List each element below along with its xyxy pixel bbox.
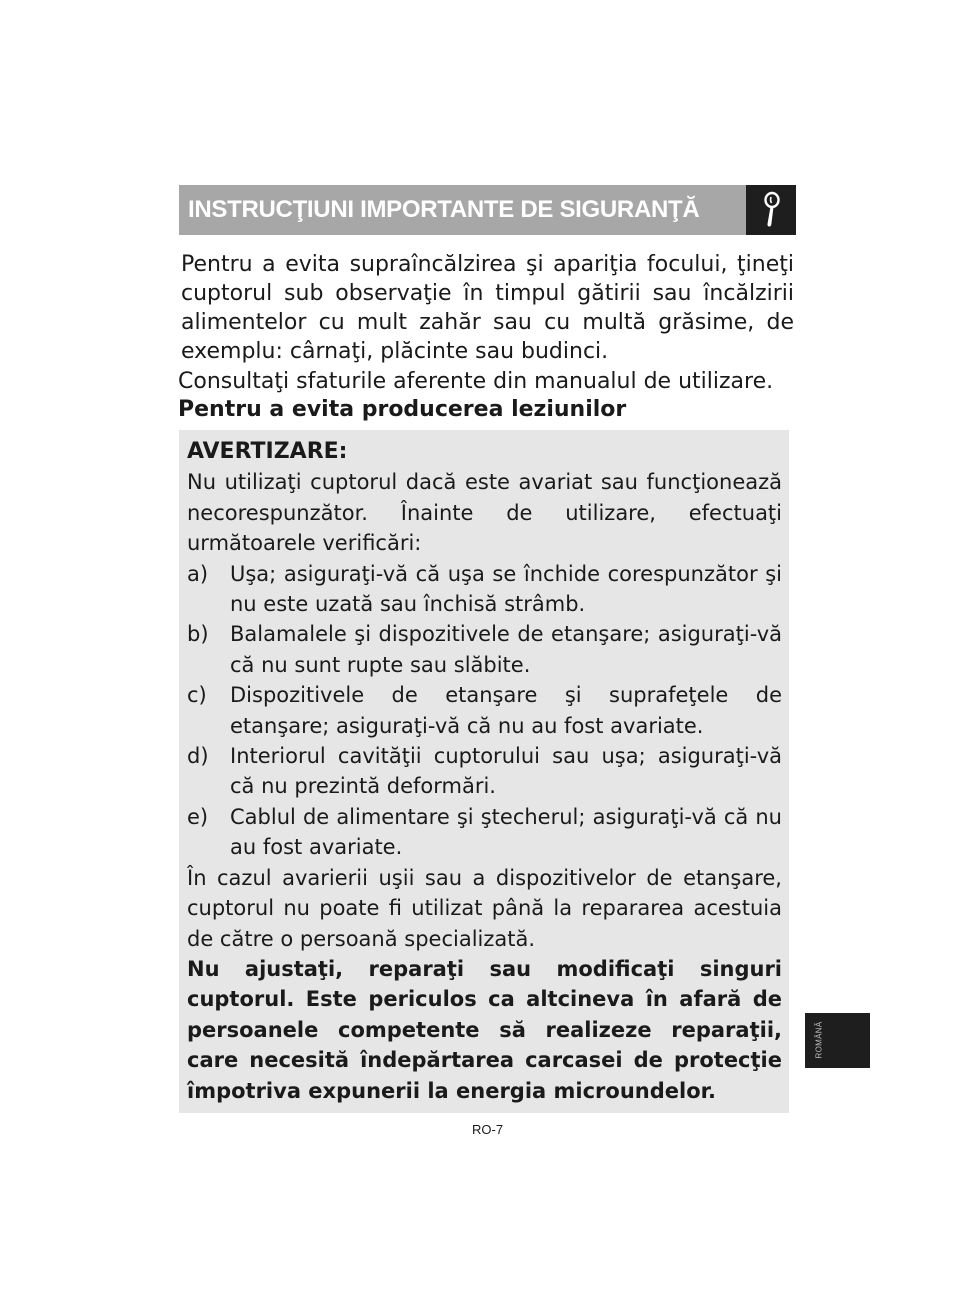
list-marker: d) bbox=[187, 744, 209, 769]
intro-paragraph: Pentru a evita supraîncălzirea şi apariţia focului, ţineţi cuptorul sub observaţie în timpul gătirii sau încălzirii alimentelor cu mult zahăr sau cu multă grăsime, de exemplu: cârnaţi, plăcinte sau budinci. bbox=[181, 252, 794, 364]
check-list bbox=[187, 559, 782, 863]
list-item-text: Interiorul cavităţii cuptorului sau uşa; asiguraţi-vă că nu prezintă deformări. bbox=[230, 744, 782, 799]
spoon-tip-icon bbox=[746, 185, 796, 235]
list-marker: e) bbox=[187, 804, 209, 829]
consult-manual-text: Consultaţi sfaturile aferente din manualul de utilizare. bbox=[178, 369, 774, 394]
list-item bbox=[187, 802, 782, 863]
list-item-text: Cablul de alimentare şi ştecherul; asiguraţi-vă că nu au fost avariate. bbox=[230, 804, 782, 860]
list-marker: b) bbox=[187, 622, 209, 647]
title-icon-box bbox=[746, 185, 796, 235]
warning-box bbox=[179, 430, 789, 1113]
warning-content bbox=[187, 437, 782, 1106]
list-item bbox=[187, 741, 782, 802]
section-title-bar bbox=[179, 185, 796, 235]
list-item bbox=[187, 680, 782, 741]
language-tab-label: ROMÂNĂ bbox=[814, 1021, 824, 1059]
list-marker: c) bbox=[187, 683, 207, 708]
list-item bbox=[187, 619, 782, 680]
list-item-text: Balamalele şi dispozitivele de etanşare; asiguraţi-vă că nu sunt rupte sau slăbite. bbox=[230, 622, 782, 677]
repair-warning: Nu ajustaţi, reparaţi sau modificaţi singuri cuptorul. Este periculos ca altcineva în afară de persoanele competente să realizeze reparaţii, care necesită îndepărtarea carcasei de protecţie împotriva expunerii la energia microundelor. bbox=[187, 956, 782, 1103]
list-item-text: Uşa; asiguraţi-vă că uşa se închide corespunzător şi nu este uzată sau închisă strâmb. bbox=[230, 561, 782, 617]
injury-prevention-heading: Pentru a evita producerea leziunilor bbox=[178, 397, 627, 422]
warning-intro: Nu utilizaţi cuptorul dacă este avariat sau funcţionează necorespunzător. Înainte de utilizare, efectuaţi următoarele verificări: bbox=[187, 470, 782, 556]
damage-note: În cazul avarierii uşii sau a dispozitivelor de etanşare, cuptorul nu poate fi utilizat până la repararea acestuia de către o persoană specializată. bbox=[187, 865, 782, 951]
list-item-text: Dispozitivele de etanşare şi suprafeţele de etanşare; asiguraţi-vă că nu au fost avariate. bbox=[230, 683, 782, 738]
page-number: RO-7 bbox=[472, 1122, 504, 1137]
language-tab bbox=[805, 1013, 870, 1068]
list-item bbox=[187, 559, 782, 620]
section-title: INSTRUCŢIUNI IMPORTANTE DE SIGURANŢĂ bbox=[188, 196, 700, 223]
warning-title: AVERTIZARE: bbox=[187, 439, 348, 464]
list-marker: a) bbox=[187, 561, 209, 586]
